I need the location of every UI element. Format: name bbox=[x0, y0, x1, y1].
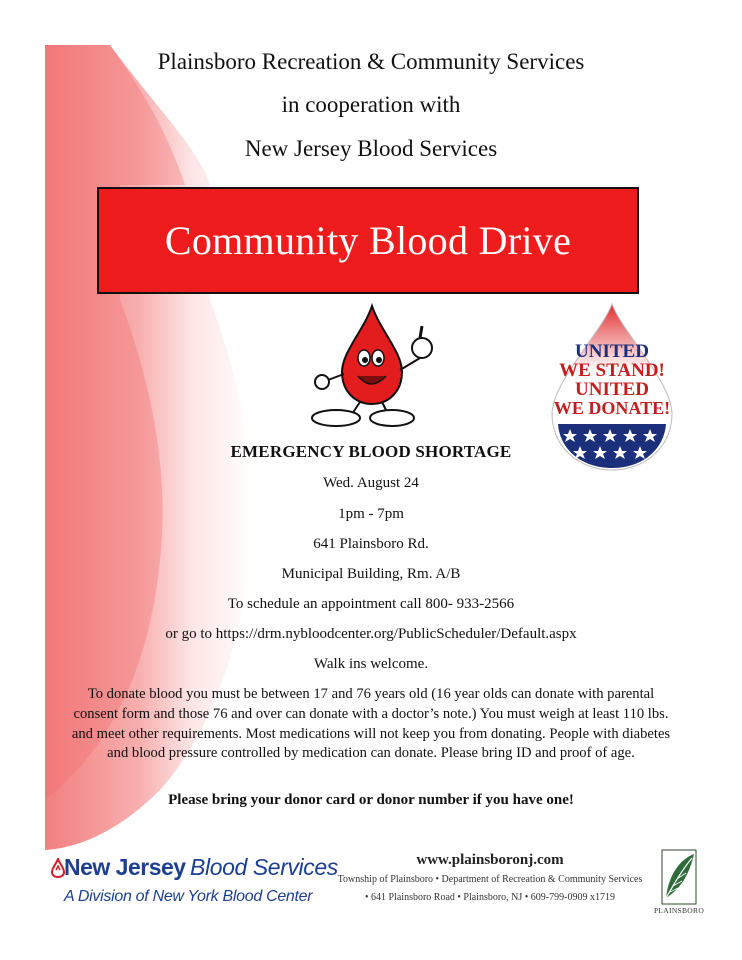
event-location: Municipal Building, Rm. A/B bbox=[281, 566, 461, 582]
title-banner bbox=[97, 187, 639, 294]
org-line-1: Plainsboro Recreation & Community Services bbox=[157, 49, 585, 74]
org-line-2: in cooperation with bbox=[281, 92, 461, 117]
njbs-name bbox=[64, 854, 338, 881]
donor-card-note: Please bring your donor card or donor number if you have one! bbox=[168, 792, 574, 808]
donor-requirements: To donate blood you must be between 17 and 76 years old (16 year olds can donate with parental consent form and those 76 and over can donate with a doctor’s note.) You must weigh at least 110 lbs. and meet other requirements. Most medications will not keep you from donating. People with diabetes and blood pressure controlled by medication can donate. Please bring ID and proof of age. bbox=[71, 686, 671, 762]
page-title: Community Blood Drive bbox=[164, 218, 572, 263]
org-line-3: New Jersey Blood Services bbox=[244, 136, 498, 161]
badge-line-3: UNITED bbox=[575, 379, 649, 400]
njbs-logo-block bbox=[42, 848, 338, 918]
badge-line-4: WE DONATE! bbox=[553, 398, 671, 418]
schedule-online-link[interactable]: or go to https://drm.nybloodcenter.org/PublicScheduler/Default.aspx bbox=[165, 626, 577, 642]
address-line: • 641 Plainsboro Road • Plainsboro, NJ • 609-799-0909 x1719 bbox=[365, 892, 615, 903]
walkins-note: Walk ins welcome. bbox=[313, 656, 429, 672]
event-address: 641 Plainsboro Rd. bbox=[313, 536, 429, 552]
badge-line-1: UNITED bbox=[575, 341, 649, 362]
event-time: 1pm - 7pm bbox=[338, 506, 404, 522]
schedule-phone: To schedule an appointment call 800- 933-2566 bbox=[227, 596, 515, 612]
shortage-heading: EMERGENCY BLOOD SHORTAGE bbox=[230, 442, 512, 461]
njbs-division: A Division of New York Blood Center bbox=[64, 888, 313, 905]
blood-drop-mascot-icon bbox=[302, 300, 442, 428]
township-line: Township of Plainsboro • Department of Recreation & Community Services bbox=[337, 874, 643, 885]
plainsboro-label: PLAINSBORO bbox=[653, 906, 705, 915]
njbs-name-italic: Blood Services bbox=[190, 854, 338, 880]
badge-line-2: WE STAND! bbox=[559, 360, 665, 381]
website-link[interactable]: www.plainsboronj.com bbox=[416, 852, 564, 868]
event-date: Wed. August 24 bbox=[323, 475, 419, 491]
plainsboro-leaf-icon bbox=[656, 848, 702, 910]
njbs-name-bold: New Jersey bbox=[64, 854, 186, 880]
